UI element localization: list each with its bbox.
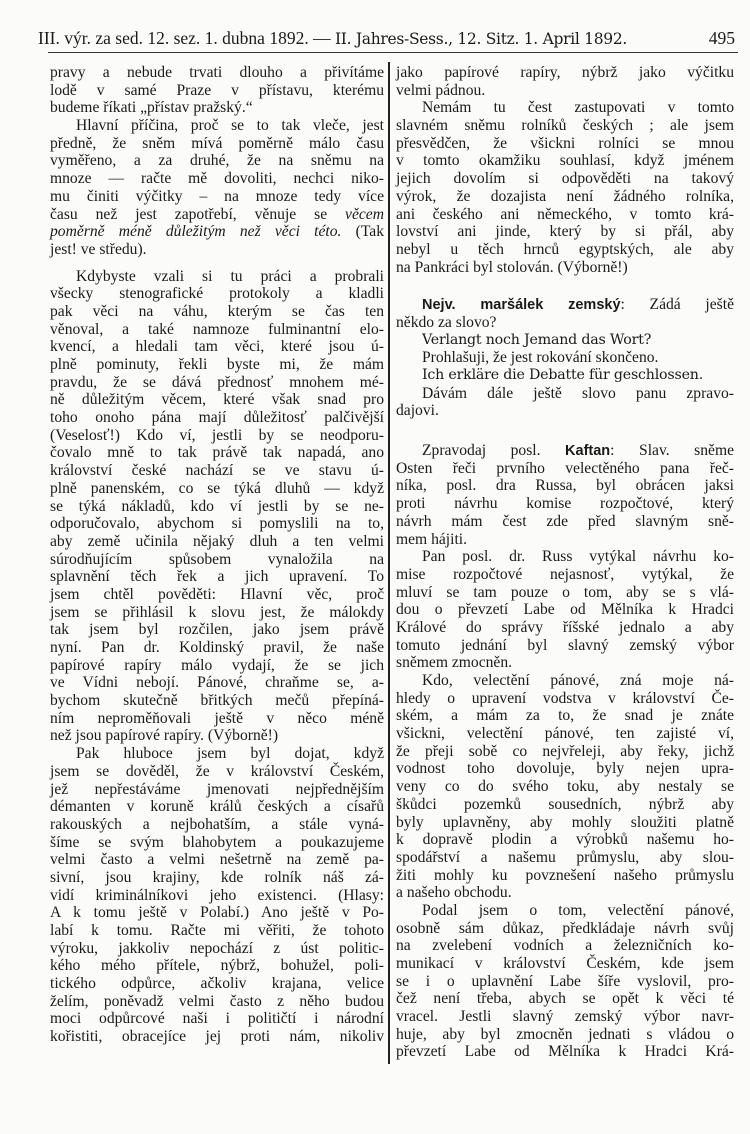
text-line: vracel. Jestli slavný zemský výbor navr- [396, 1008, 734, 1026]
header-rule [48, 52, 738, 53]
text-line: plně panenském, co se týká dluhů — když [50, 479, 384, 497]
text-line: věnoval, a také namnoze fulminantní elo- [50, 320, 384, 338]
text-line: Kdybyste vzali si tu práci a probrali [76, 267, 384, 285]
text-line: mise rozpočtové nejasnosť, vytýkal, že [396, 565, 734, 583]
text-line: nebyl u těch hrnců egyptských, ale aby [396, 240, 734, 258]
speaker-name: Kaftan [565, 443, 611, 460]
text-line: dou o převzetí Labe od Mělníka k Hradci [396, 601, 734, 619]
text-line: jsem chtěl pověděti: Hlavní věc, proč [50, 585, 384, 603]
text-line: mem hájiti. [396, 530, 468, 548]
text-line: moci odpůrcové naši i političtí i národní [50, 1010, 384, 1028]
text-line: rakouských a nejbohatším, a stále vyná- [50, 815, 384, 833]
text-line: budeme říkati „přístav pražský.“ [50, 99, 253, 117]
text-line: lodě v samé Praze v přístavu, kterému [50, 81, 384, 99]
text-line: munikací v království Českém, kde jsem [396, 955, 734, 972]
text-line: jako papírové rapíry, nýbrž jako výčitku [396, 64, 734, 81]
text-line: vidí kriminálníkovi jeho existenci. (Hlasy: [50, 886, 384, 904]
text-line [50, 223, 384, 241]
text-line: Nemám tu čest zastupovati v tomto [422, 99, 734, 117]
header-title [38, 28, 627, 49]
text-line: dajovi. [396, 402, 439, 420]
paragraph [50, 268, 384, 746]
text-line: toho onoho pána mají důležitosť palčivější [50, 409, 384, 427]
text-line: čež není třeba, abych se opět k věci té [396, 990, 734, 1008]
text-line: Hlavní příčina, proč se to tak vleče, jest [76, 117, 384, 135]
text-line: odporučovalo, abychom si pomyslili na to, [50, 515, 384, 533]
text-line: tomuto jednání byl slavný zemský výbor [396, 636, 734, 654]
text-line: plně pominuty, řekli byste mi, že mám [50, 356, 384, 373]
text-line: Podal jsem o tom, velectění pánové, [422, 901, 734, 919]
text-line: šíme se svým blahobytem a poukazujeme [50, 833, 384, 851]
text-line: démanten v koruně králů českých a císařů [50, 798, 384, 816]
text-line: bychom skutečně břitkých mečů přepíná- [50, 692, 384, 710]
text-line: jejich dovolím si odpověděti na takový [396, 170, 734, 188]
text-line: huje, aby byl zmocněn jednati s vládou o [396, 1025, 734, 1043]
text-line: sivní, jsou krajiny, kde rolník náš zá- [50, 868, 384, 886]
text-line: A k tomu ještě v Polabí.) Ano ještě v Po- [50, 904, 384, 922]
text-line: někdo za slovo? [396, 313, 497, 331]
text-line: čovalo mně to tak právě tak napadá, ano [50, 444, 384, 462]
text-line: mnoze — račte mě dovoliti, nechci niko- [50, 170, 384, 188]
text-line: velmi pádnou. [396, 81, 486, 99]
header-german: II. Jahres-Sess., 12. Sitz. 1. April 1892. [334, 30, 628, 48]
text-line: k dopravě plodin a výrobků našemu ho- [396, 831, 734, 849]
text-line: Ich erkläre die Debatte für geschlossen. [422, 367, 704, 383]
text-line: níka, posl. dra Russa, byl obrácen jaksi [396, 477, 734, 495]
text-line: se i o uplavnění Labe šíře vyslovil, pro- [396, 972, 734, 990]
text-line: všecky stenografické protokoly a kladli [50, 285, 384, 303]
text-line: sněmem zmocněn. [396, 654, 513, 672]
text-line [396, 296, 734, 314]
text-run: Zpravodaj posl. [422, 442, 566, 460]
text-line: Osten řeči prvního velectěného pana řeč- [396, 459, 734, 477]
text-line: hledy o upravení vodstva v království Če- [396, 689, 734, 707]
text-line: výroku, jakkoliv nepochází z úst politic- [50, 939, 384, 957]
text-line: Verlangt noch Jemand das Wort? [422, 331, 652, 348]
page-number: 495 [708, 28, 735, 48]
text-line: se týká nákladů, kdo ví jestli by se ne- [50, 497, 384, 515]
text-line: splavnění těch řek a jich upravení. To [50, 568, 384, 586]
text-line: kořistiti, obracejíce jej proti nám, nikoliv [50, 1028, 384, 1046]
text-line: kvencí, a hledali tam věci, které jsou ú- [50, 338, 384, 356]
paragraph [396, 385, 734, 420]
text-line: vyměřeno, a za druhé, že na sněmu na [50, 152, 384, 170]
text-line [50, 206, 384, 224]
text-line: Kdo, velectění pánové, zná moje ná- [422, 672, 734, 689]
paragraph [50, 64, 384, 117]
header-czech: III. výr. za sed. 12. sez. 1. dubna 1892. — [38, 28, 331, 48]
text-line: ně důležitým věcem, které však snad pro [50, 391, 384, 409]
paragraph [396, 672, 734, 902]
paragraph [396, 442, 734, 548]
paragraph [396, 548, 734, 672]
left-column [50, 64, 384, 1046]
right-column [396, 64, 734, 1061]
text-line [396, 442, 734, 460]
text-line: ském, a mám za to, že snad je znáte [396, 707, 734, 725]
text-line: byly uplavněny, aby mohly sloužiti platně [396, 813, 734, 831]
text-line: jsem se přihlásil k slovu jest, že málokdy [50, 603, 384, 621]
paragraph [50, 117, 384, 259]
paragraph [396, 349, 734, 367]
text-line: spodářství a našemu průmyslu, aby slou- [396, 848, 734, 866]
paragraph [396, 902, 734, 1061]
text-line: nyní. Pan dr. Koldinský pravil, že naše [50, 639, 384, 656]
paragraph [396, 99, 734, 276]
text-line: Prohlašuji, že jest rokování skončeno. [422, 349, 659, 367]
text-run: : Zádá ještě [620, 296, 734, 314]
text-line: jest! ve středu). [50, 240, 147, 258]
paragraph [396, 332, 734, 350]
text-line: tického odpůrce, ačkoliv krajana, velice [50, 975, 384, 993]
text-line: osobně sám důkaz, předkládaje návrh svůj [396, 919, 734, 937]
text-line: a našeho obchodu. [396, 884, 512, 902]
text-line: veny co do svého toku, aby nestaly se [396, 778, 734, 796]
text-line: že přeji sobě co nejvřeleji, aby řeky, jichž [396, 742, 734, 760]
text-line: Pak hluboce jsem byl dojat, když [76, 745, 384, 763]
text-line: v tomto okamžiku souhlasí, když jménem [396, 152, 734, 170]
text-run: (Tak [341, 223, 384, 241]
column-divider [388, 62, 390, 1064]
text-line: království české nachází se ve stavu ú- [50, 462, 384, 480]
text-line: želím, poněvadž velmi často z něho budou [50, 992, 384, 1010]
text-line: Dávám dále ještě slovo panu zpravo- [422, 384, 734, 402]
text-line: jsem se dověděl, že v království Českém, [50, 762, 384, 780]
text-line: labí k tomu. Račte mi věřiti, že tohoto [50, 922, 384, 939]
text-run: času než jest zapotřebí, věnuje se [50, 205, 346, 223]
text-run: : Slav. sněme [610, 442, 734, 460]
text-line: ním neproměňovali ještě v něco méně [50, 709, 384, 727]
text-line: tak jsem byl rozčilen, jako jsem právě [50, 621, 384, 639]
text-line: než jsou papírové rapíry. (Výborně!) [50, 727, 279, 745]
text-line: proti návrhu komise rozpočtové, který [396, 495, 734, 513]
text-line: lovství ani jinde, který by si přál, aby [396, 223, 734, 241]
text-line: velmi často a velmi nešetrně na země pa- [50, 851, 384, 869]
text-line: vodnost toho dovoluje, byly nejen upra- [396, 760, 734, 778]
paragraph [396, 296, 734, 331]
text-line: přesvědčen, že všickni rolníci se mnou [396, 134, 734, 152]
text-line: mu činiti výčitky – na mnoze tedy více [50, 187, 384, 205]
text-line: škůdci pozemků sousedních, nýbrž aby [396, 795, 734, 813]
text-line: jež nepřestáváme jmenovati nejpřednějším [50, 780, 384, 798]
text-line: Králové do správy říšské jednalo a aby [396, 618, 734, 636]
emphasis-text: poměrně méně důležitým než věci této. [50, 223, 342, 241]
text-line: slavném sněmu rolníků českých ; ale jsem [396, 117, 734, 135]
paragraph [396, 64, 734, 99]
emphasis-text: věcem [345, 205, 384, 223]
speaker-name: Nejv. maršálek zemský [422, 297, 621, 314]
text-line: pravy a nebude trvati dlouho a přivítáme [50, 64, 384, 81]
text-line: na Pankráci byl stolován. (Výborně!) [396, 258, 628, 276]
text-line: pravdu, že se dává přednosť mnohem mé- [50, 373, 384, 391]
text-line: předně, že sněm mívá poměrně málo času [50, 134, 384, 152]
text-line: návrh mám čest zde před slavným sně- [396, 512, 734, 530]
text-line: ani českého ani německého, v tomto krá- [396, 205, 734, 223]
text-line: papírové rapíry málo vydají, že se jich [50, 656, 384, 674]
text-line: výrok, že dozajista není žádného rolníka, [396, 187, 734, 205]
text-line: Pan posl. dr. Russ vytýkal návrhu ko- [422, 548, 734, 566]
paragraph [396, 367, 734, 385]
text-line: (Veselosť!) Kdo ví, jestli by se neodporu- [50, 426, 384, 444]
running-header [38, 28, 735, 50]
text-line: všickni, velectění pánové, ten zajisté ví, [396, 725, 734, 743]
text-line: súrodňujícím spůsobem vynaložila na [50, 550, 384, 568]
text-line: žiti mohly ku povznešení našeho průmyslu [396, 866, 734, 884]
text-line: mluví se tam pouze o tom, aby se s vlá- [396, 583, 734, 601]
text-line: aby země učinila nějaký dluh a ten velmi [50, 532, 384, 550]
text-line: ve Vídni nebojí. Pánové, chraňme se, a- [50, 674, 384, 692]
paragraph [50, 745, 384, 1046]
text-line: na zvelebení vodních a železničních ko- [396, 937, 734, 955]
text-line: pak věci na váhu, kterým se čas ten [50, 302, 384, 320]
text-line: převzetí Labe od Mělníka k Hradci Krá- [396, 1043, 734, 1061]
text-line: kého mého přítele, nýbrž, bohužel, poli- [50, 957, 384, 975]
